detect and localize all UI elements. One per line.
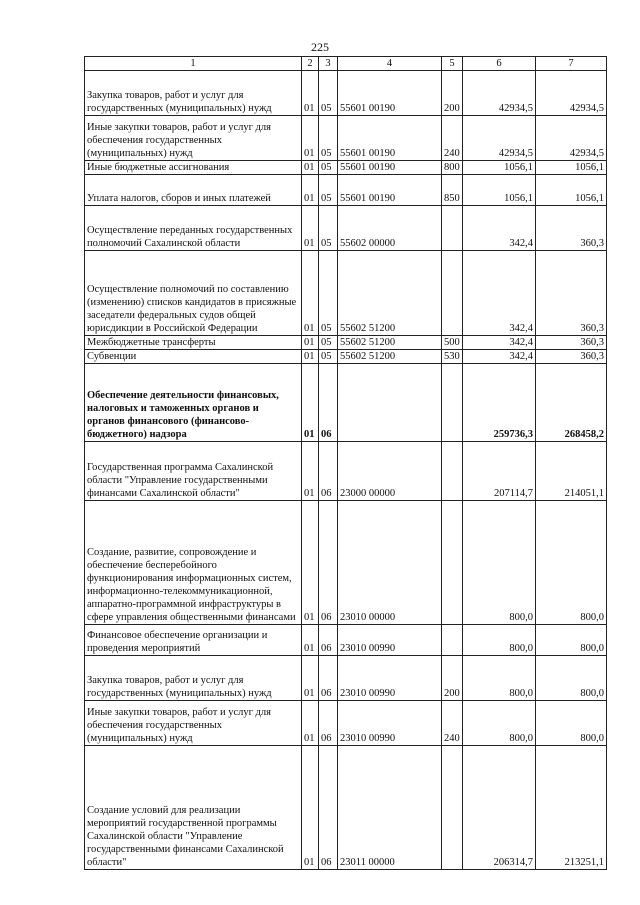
- row-col2-cell: 01: [302, 656, 319, 701]
- row-amount-cell: 259736,3: [463, 364, 536, 442]
- header-col-2: 2: [302, 57, 319, 71]
- row-name-cell: Межбюджетные трансферты: [85, 336, 302, 350]
- row-col3-cell: 05: [319, 336, 338, 350]
- row-amount-cell: 800,0: [463, 625, 536, 656]
- row-name-cell: Финансовое обеспечение организации и проведения мероприятий: [85, 625, 302, 656]
- row-name-cell: Субвенции: [85, 350, 302, 364]
- row-amount2-cell: 360,3: [536, 336, 607, 350]
- row-amount2-cell: 800,0: [536, 625, 607, 656]
- table-row: [85, 746, 607, 870]
- row-col3-cell: 06: [319, 625, 338, 656]
- table-row: [85, 501, 607, 625]
- row-amount-cell: 342,4: [463, 336, 536, 350]
- header-col-7: 7: [536, 57, 607, 71]
- row-amount2-cell: 42934,5: [536, 116, 607, 161]
- row-name-cell: Иные закупки товаров, работ и услуг для обеспечения государственных (муниципальных) нужд: [85, 701, 302, 746]
- row-col3-cell: 05: [319, 350, 338, 364]
- table-body: [85, 71, 607, 870]
- header-col-3: 3: [319, 57, 338, 71]
- table-row: [85, 116, 607, 161]
- row-col3-cell: 05: [319, 161, 338, 175]
- table-row: [85, 161, 607, 175]
- row-col3-cell: 05: [319, 175, 338, 206]
- row-name-cell: Иные бюджетные ассигнования: [85, 161, 302, 175]
- row-col2-cell: 01: [302, 625, 319, 656]
- row-amount-cell: 342,4: [463, 350, 536, 364]
- row-amount-cell: 1056,1: [463, 175, 536, 206]
- row-col3-cell: 06: [319, 701, 338, 746]
- row-amount-cell: 206314,7: [463, 746, 536, 870]
- row-col5-cell: 200: [442, 656, 463, 701]
- table-row: [85, 71, 607, 116]
- row-col2-cell: 01: [302, 746, 319, 870]
- row-col2-cell: 01: [302, 501, 319, 625]
- table-row: [85, 364, 607, 442]
- row-amount2-cell: 360,3: [536, 350, 607, 364]
- row-name-cell: Уплата налогов, сборов и иных платежей: [85, 175, 302, 206]
- row-col5-cell: [442, 501, 463, 625]
- row-col2-cell: 01: [302, 251, 319, 336]
- row-amount-cell: 800,0: [463, 656, 536, 701]
- row-code-cell: 55602 51200: [338, 350, 442, 364]
- table-row: [85, 350, 607, 364]
- row-amount2-cell: 800,0: [536, 701, 607, 746]
- row-col5-cell: [442, 206, 463, 251]
- row-col3-cell: 05: [319, 206, 338, 251]
- row-col5-cell: [442, 442, 463, 501]
- row-amount2-cell: 268458,2: [536, 364, 607, 442]
- row-col5-cell: 200: [442, 71, 463, 116]
- row-amount-cell: 800,0: [463, 701, 536, 746]
- row-amount2-cell: 214051,1: [536, 442, 607, 501]
- table-row: [85, 206, 607, 251]
- row-col2-cell: 01: [302, 701, 319, 746]
- row-code-cell: 55602 51200: [338, 336, 442, 350]
- row-col5-cell: 800: [442, 161, 463, 175]
- row-amount2-cell: 360,3: [536, 251, 607, 336]
- row-code-cell: 23000 00000: [338, 442, 442, 501]
- row-amount-cell: 800,0: [463, 501, 536, 625]
- row-name-cell: Осуществление переданных государственных полномочий Сахалинской области: [85, 206, 302, 251]
- row-col5-cell: [442, 625, 463, 656]
- row-col5-cell: 850: [442, 175, 463, 206]
- row-name-cell: Государственная программа Сахалинской области "Управление государственными финансами Сахалинской области": [85, 442, 302, 501]
- row-col3-cell: 05: [319, 71, 338, 116]
- row-col2-cell: 01: [302, 116, 319, 161]
- header-col-6: 6: [463, 57, 536, 71]
- row-amount2-cell: 1056,1: [536, 175, 607, 206]
- row-col5-cell: 240: [442, 701, 463, 746]
- row-code-cell: 23010 00990: [338, 625, 442, 656]
- row-col3-cell: 06: [319, 746, 338, 870]
- row-col3-cell: 06: [319, 442, 338, 501]
- row-col2-cell: 01: [302, 71, 319, 116]
- row-amount2-cell: 42934,5: [536, 71, 607, 116]
- row-name-cell: Иные закупки товаров, работ и услуг для обеспечения государственных (муниципальных) нужд: [85, 116, 302, 161]
- table-header-row: [85, 57, 607, 71]
- row-code-cell: 55601 00190: [338, 71, 442, 116]
- row-amount-cell: 42934,5: [463, 71, 536, 116]
- header-col-4: 4: [338, 57, 442, 71]
- header-col-5: 5: [442, 57, 463, 71]
- row-col2-cell: 01: [302, 336, 319, 350]
- row-name-cell: Осуществление полномочий по составлению (изменению) списков кандидатов в присяжные заседатели федеральных судов общей юрисдикции в Российской Федерации: [85, 251, 302, 336]
- row-col5-cell: [442, 251, 463, 336]
- row-amount-cell: 342,4: [463, 206, 536, 251]
- row-col5-cell: 240: [442, 116, 463, 161]
- table-row: [85, 701, 607, 746]
- row-code-cell: 23010 00000: [338, 501, 442, 625]
- row-code-cell: [338, 364, 442, 442]
- row-col2-cell: 01: [302, 442, 319, 501]
- row-col5-cell: 530: [442, 350, 463, 364]
- row-code-cell: 23011 00000: [338, 746, 442, 870]
- row-col2-cell: 01: [302, 350, 319, 364]
- budget-table: [84, 56, 607, 870]
- row-amount-cell: 207114,7: [463, 442, 536, 501]
- row-amount2-cell: 213251,1: [536, 746, 607, 870]
- row-code-cell: 23010 00990: [338, 656, 442, 701]
- row-name-cell: Закупка товаров, работ и услуг для государственных (муниципальных) нужд: [85, 71, 302, 116]
- table-row: [85, 625, 607, 656]
- row-col2-cell: 01: [302, 364, 319, 442]
- row-name-cell: Создание, развитие, сопровождение и обеспечение бесперебойного функционирования информационных систем, информационно-телекоммуникационной, аппаратно-программной инфраструктуры в сфере управления общественными финансами: [85, 501, 302, 625]
- row-col3-cell: 05: [319, 116, 338, 161]
- row-code-cell: 55602 51200: [338, 251, 442, 336]
- row-amount2-cell: 1056,1: [536, 161, 607, 175]
- row-col3-cell: 06: [319, 364, 338, 442]
- row-amount-cell: 42934,5: [463, 116, 536, 161]
- row-amount2-cell: 800,0: [536, 656, 607, 701]
- row-code-cell: 23010 00990: [338, 701, 442, 746]
- row-code-cell: 55602 00000: [338, 206, 442, 251]
- row-amount2-cell: 360,3: [536, 206, 607, 251]
- row-code-cell: 55601 00190: [338, 175, 442, 206]
- row-col2-cell: 01: [302, 175, 319, 206]
- row-col5-cell: [442, 746, 463, 870]
- row-code-cell: 55601 00190: [338, 116, 442, 161]
- row-col3-cell: 06: [319, 656, 338, 701]
- row-col2-cell: 01: [302, 161, 319, 175]
- table-row: [85, 442, 607, 501]
- row-name-cell: Обеспечение деятельности финансовых, налоговых и таможенных органов и органов финансового (финансово-бюджетного) надзора: [85, 364, 302, 442]
- page-number: 225: [311, 40, 329, 54]
- row-amount-cell: 1056,1: [463, 161, 536, 175]
- row-col5-cell: 500: [442, 336, 463, 350]
- row-col2-cell: 01: [302, 206, 319, 251]
- row-col3-cell: 05: [319, 251, 338, 336]
- row-col3-cell: 06: [319, 501, 338, 625]
- row-amount-cell: 342,4: [463, 251, 536, 336]
- table-row: [85, 656, 607, 701]
- row-code-cell: 55601 00190: [338, 161, 442, 175]
- row-amount2-cell: 800,0: [536, 501, 607, 625]
- row-col5-cell: [442, 364, 463, 442]
- header-col-1: 1: [85, 57, 302, 71]
- table-row: [85, 175, 607, 206]
- table-row: [85, 336, 607, 350]
- row-name-cell: Закупка товаров, работ и услуг для государственных (муниципальных) нужд: [85, 656, 302, 701]
- row-name-cell: Создание условий для реализации мероприятий государственной программы Сахалинской области "Управление государственными финансами Сахалинской области": [85, 746, 302, 870]
- table-row: [85, 251, 607, 336]
